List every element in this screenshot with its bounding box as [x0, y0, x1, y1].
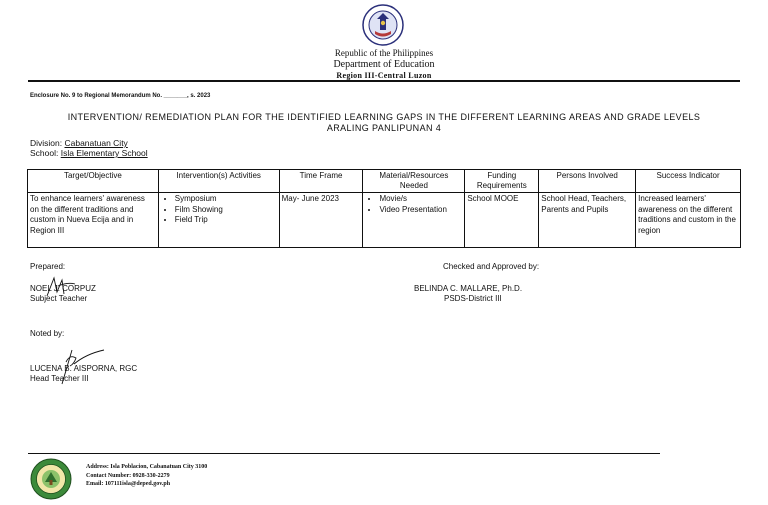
division-value: Cabanatuan City [64, 138, 128, 148]
division-line [30, 138, 128, 148]
footer-address: Address: Isla Poblacion, Cabanatuan City 3100 [86, 464, 208, 470]
header-interventions: Intervention(s) Activities [158, 170, 279, 193]
table-row [28, 193, 741, 248]
footer-rule [28, 453, 660, 454]
intervention-item: • Symposium [175, 194, 277, 205]
cell-target: To enhance learners' awareness on the different traditions and custom in Nueva Ecija and in Region III [28, 193, 159, 248]
header-republic: Republic of the Philippines [334, 48, 434, 58]
school-value: Isla Elementary School [60, 148, 148, 158]
school-label: School: [30, 148, 61, 158]
title-line-2: ARALING PANLIPUNAN 4 [326, 123, 442, 133]
intervention-item: • Film Showing [175, 205, 277, 216]
cell-persons: School Head, Teachers, Parents and Pupils [539, 193, 636, 248]
header-rule [28, 80, 740, 82]
school-line [30, 148, 148, 158]
header-target: Target/Objective [28, 170, 159, 193]
noted-by-role: Head Teacher III [30, 374, 89, 383]
checked-label: Checked and Approved by: [443, 262, 540, 271]
footer-contact-block [86, 463, 207, 489]
school-logo-icon [30, 458, 72, 500]
header-persons: Persons Involved [539, 170, 636, 193]
division-label: Division: [30, 138, 65, 148]
checked-by-role: PSDS-District III [444, 294, 502, 303]
intervention-item: • Field Trip [175, 215, 277, 226]
prepared-by-role: Subject Teacher [30, 294, 88, 303]
document-title [30, 112, 738, 134]
cell-materials [363, 193, 465, 248]
header-department: Department of Education [333, 59, 435, 70]
footer-email: Email: 107111isla@deped.gov.ph [86, 481, 171, 487]
prepared-label: Prepared: [30, 262, 66, 271]
prepared-by-name: NOEL J. CORPUZ [30, 284, 96, 293]
noted-label: Noted by: [30, 329, 65, 338]
noted-by-name: LUCENA B. AISPORNA, RGC [30, 364, 138, 373]
material-item: • Video Presentation [379, 205, 462, 216]
checked-by-name: BELINDA C. MALLARE, Ph.D. [414, 284, 523, 293]
header-indicator: Success Indicator [636, 170, 741, 193]
deped-seal-icon [362, 4, 404, 46]
cell-funding: School MOOE [465, 193, 539, 248]
header-funding: Funding Requirements [465, 170, 539, 193]
cell-interventions [158, 193, 279, 248]
cell-time-frame: May- June 2023 [279, 193, 363, 248]
header-materials: Material/Resources Needed [363, 170, 465, 193]
header-time-frame: Time Frame [279, 170, 363, 193]
material-item: • Movie/s [379, 194, 462, 205]
table-header-row [28, 170, 741, 193]
title-line-1: INTERVENTION/ REMEDIATION PLAN FOR THE IDENTIFIED LEARNING GAPS IN THE DIFFERENT LEARNING AREAS AND GRADE LEVELS [67, 112, 701, 122]
enclosure-note: Enclosure No. 9 to Regional Memorandum No. _______, s. 2023 [30, 93, 211, 99]
intervention-plan-table [27, 169, 741, 248]
header-region: Region III-Central Luzon [336, 71, 432, 80]
cell-indicator: Increased learners' awareness on the different traditions and custom in the region [636, 193, 741, 248]
footer-contact-number: Contact Number: 0928-330-2279 [86, 472, 170, 479]
